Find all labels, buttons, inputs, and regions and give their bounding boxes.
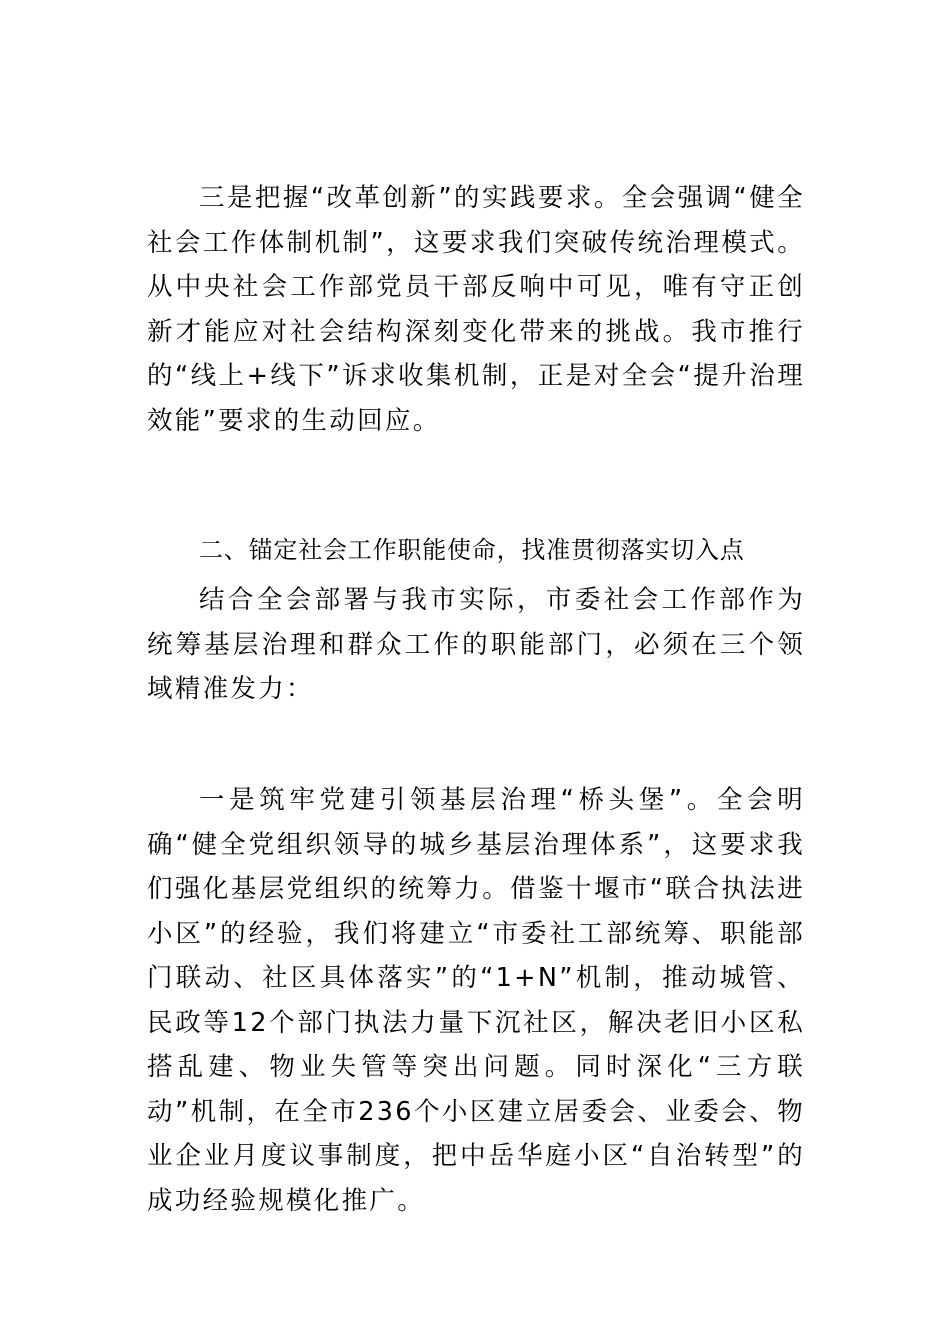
paragraph-deployment: 结合全会部署与我市实际，市委社会工作部作为统筹基层治理和群众工作的职能部门，必须在三个领域精准发力： [147, 585, 805, 704]
section-heading-two: 二、锚定社会工作职能使命，找准贯彻落实切入点 [199, 536, 745, 564]
paragraph-party-building: 一是筑牢党建引领基层治理“桥头堡”。全会明确“健全党组织领导的城乡基层治理体系”，这要求我们强化基层党组织的统筹力。借鉴十堰市“联合执法进小区”的经验，我们将建立“市委社工部统筹、职能部门联动、社区具体落实”的“1+N”机制，推动城管、民政等12个部门执法力量下沉社区，解决老旧小区私搭乱建、物业失管等突出问题。同时深化“三方联动”机制，在全市236个小区建立居委会、业委会、物业企业月度议事制度，把中岳华庭小区“自治转型”的成功经验规模化推广。 [147, 785, 805, 1216]
paragraph-reform-innovation: 三是把握“改革创新”的实践要求。全会强调“健全社会工作体制机制”，这要求我们突破传统治理模式。从中央社会工作部党员干部反响中可见，唯有守正创新才能应对社会结构深刻变化带来的挑战。我市推行的“线上+线下”诉求收集机制，正是对全会“提升治理效能”要求的生动回应。 [147, 183, 805, 436]
